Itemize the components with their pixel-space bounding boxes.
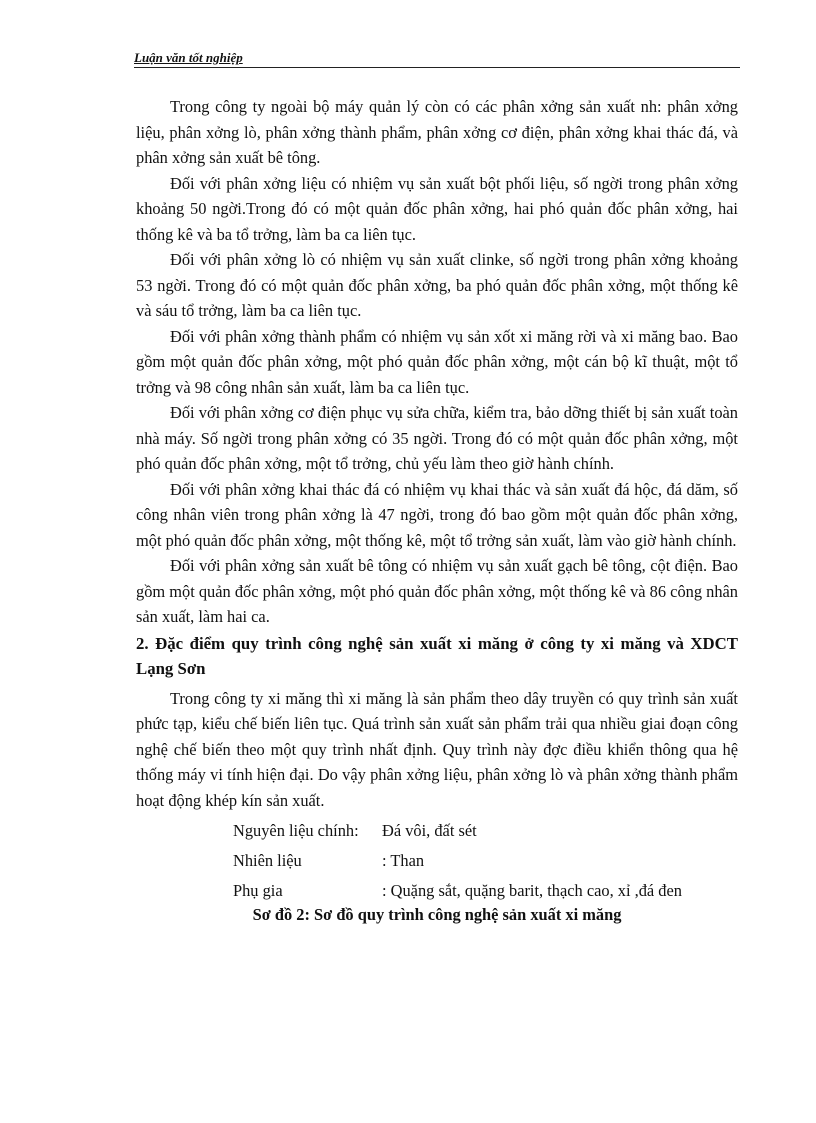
paragraph: Đối với phân xởng sản xuất bê tông có nhiệm vụ sản xuất gạch bê tông, cột điện. Bao gồm một quản đốc phân xởng, một phó quản đốc phân xởng, một thống kê và 86 công nhân sản xuất, làm hai ca.: [136, 556, 738, 626]
header-title: Luận văn tốt nghiệp: [134, 50, 243, 65]
material-list: [136, 816, 738, 906]
page-footer-edge: [0, 1118, 816, 1123]
paragraph: Trong công ty ngoài bộ máy quản lý còn có các phân xởng sản xuất nh: phân xởng liệu, phân xởng lò, phân xởng thành phẩm, phân xởng cơ điện, phân xởng khai thác đá, và phân xởng sản xuất bê tông.: [136, 97, 738, 167]
material-row: [233, 846, 738, 876]
material-row: [233, 816, 738, 846]
document-body: [136, 94, 738, 928]
paragraph: Đối với phân xởng liệu có nhiệm vụ sản xuất bột phối liệu, số ngời trong phân xởng khoảng 50 ngời.Trong đó có một quản đốc phân xởng, hai phó quản đốc phân xởng, hai thống kê và ba tổ trởng, làm ba ca liên tục.: [136, 173, 738, 244]
diagram-caption: Sơ đồ 2: Sơ đồ quy trình công nghệ sản xuất xi măng: [252, 905, 622, 924]
material-label: Nguyên liệu chính:: [233, 821, 359, 840]
section-paragraph: Trong công ty xi măng thì xi măng là sản phẩm theo dây truyền có quy trình sản xuất phức tạp, kiểu chế biến liên tục. Quá trình sản xuất sản phẩm trải qua nhiều giai đoạn công nghệ chế biến theo một quy trình nhất định. Quy trình này đợc điều khiển thông qua hệ thống máy vi tính hiện đại. Do vậy phân xởng liệu, phân xởng lò và phân xởng thành phẩm hoạt động khép kín sản xuất.: [136, 688, 738, 810]
material-value: Đá vôi, đất sét: [382, 821, 477, 840]
material-label: Nhiên liệu: [233, 851, 302, 870]
page-header: [134, 50, 740, 68]
material-value: : Than: [382, 851, 425, 870]
material-value: : Quặng sắt, quặng barit, thạch cao, xỉ ,đá đen: [382, 881, 682, 900]
paragraph: Đối với phân xởng thành phẩm có nhiệm vụ sản xốt xi măng rời và xi măng bao. Bao gồm một quản đốc phân xởng, một phó quản đốc phân xởng, một cán bộ kĩ thuật, một tổ trởng và 98 công nhân sản xuất, làm ba ca liên tục.: [136, 326, 738, 397]
section-heading: 2. Đặc điểm quy trình công nghệ sản xuất xi măng ở công ty xi măng và XDCT Lạng Sơn: [136, 633, 738, 678]
paragraph: Đối với phân xởng khai thác đá có nhiệm vụ khai thác và sản xuất đá hộc, đá dăm, số công nhân viên trong phân xởng là 47 ngời, trong đó bao gồm một quản đốc phân xởng, một phó quản đốc phân xởng, một thống kê, một tổ trởng sản xuất, làm vào giờ hành chính.: [136, 479, 738, 550]
paragraph: Đối với phân xởng cơ điện phục vụ sửa chữa, kiểm tra, bảo dỡng thiết bị sản xuất toàn nhà máy. Số ngời trong phân xởng có 35 ngời. Trong đó có một quản đốc phân xởng, một phó quản đốc phân xởng, một tổ trởng, chủ yếu làm theo giờ hành chính.: [136, 403, 738, 473]
material-label: Phụ gia: [233, 881, 283, 900]
paragraph: Đối với phân xởng lò có nhiệm vụ sản xuất clinke, số ngời trong phân xởng khoảng 53 ngời. Trong đó có một quản đốc phân xởng, ba phó quản đốc phân xởng, một thống kê và sáu tổ trởng, làm ba ca liên tục.: [136, 250, 738, 320]
